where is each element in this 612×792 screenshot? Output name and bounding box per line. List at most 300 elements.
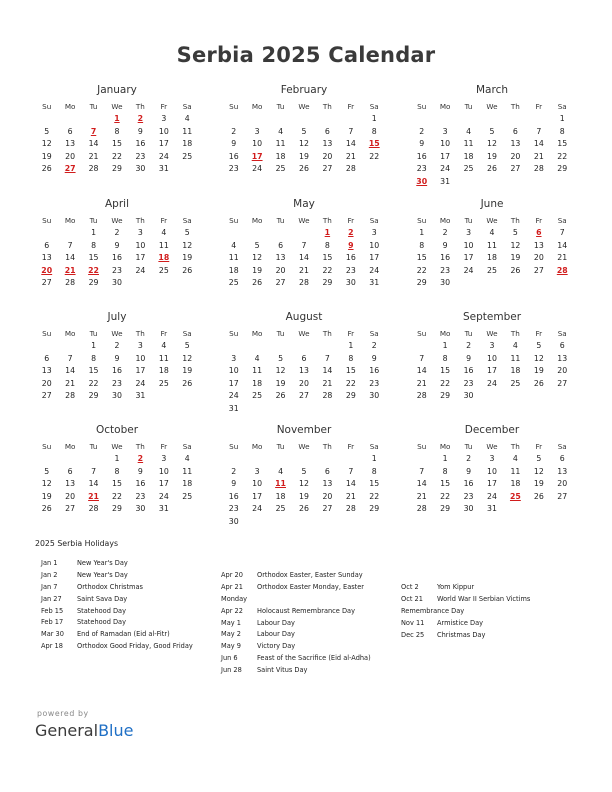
day-cell: 1 bbox=[91, 341, 97, 350]
empty-day-cell bbox=[35, 113, 58, 126]
weekday-label: Tu bbox=[89, 102, 98, 111]
weekday-label: Th bbox=[135, 442, 145, 451]
week-row bbox=[222, 390, 386, 403]
day-cell: 11 bbox=[228, 253, 239, 263]
day-cell: 14 bbox=[345, 139, 356, 149]
day-cell: 25 bbox=[275, 164, 286, 174]
week-row bbox=[35, 163, 199, 176]
day-cell: 12 bbox=[533, 353, 544, 363]
day-cell: 16 bbox=[228, 491, 239, 501]
day-cell: 13 bbox=[299, 366, 309, 376]
holiday-item bbox=[221, 665, 396, 677]
weekday-label: Sa bbox=[182, 102, 192, 111]
day-cell: 22 bbox=[322, 265, 333, 275]
day-cell: 19 bbox=[487, 151, 497, 161]
day-cell: 1 bbox=[348, 341, 354, 350]
empty-day-cell bbox=[245, 403, 268, 416]
day-cell: 23 bbox=[228, 504, 239, 514]
month-september bbox=[410, 310, 574, 403]
day-cell: 16 bbox=[112, 366, 122, 376]
day-cell: 4 bbox=[184, 454, 190, 463]
empty-day-cell bbox=[339, 516, 362, 529]
day-cell: 21 bbox=[557, 253, 568, 263]
day-cell: 2 bbox=[114, 341, 120, 350]
day-cell: 23 bbox=[440, 265, 451, 275]
holiday-item bbox=[221, 618, 396, 630]
day-cell: 14 bbox=[299, 253, 309, 263]
day-cell: 7 bbox=[91, 466, 97, 476]
week-row bbox=[35, 503, 199, 516]
day-cell: 20 bbox=[322, 491, 333, 501]
holiday-day-cell: 2 bbox=[348, 228, 354, 237]
day-cell: 24 bbox=[135, 378, 146, 388]
day-cell: 6 bbox=[324, 466, 330, 476]
day-cell: 4 bbox=[466, 126, 472, 136]
empty-day-cell bbox=[58, 227, 81, 240]
day-cell: 21 bbox=[88, 151, 99, 161]
holiday-date: Jan 7 bbox=[41, 582, 58, 591]
holiday-date: Apr 20 bbox=[221, 571, 243, 579]
weekday-label: Fr bbox=[160, 442, 168, 451]
weekday-label: Mo bbox=[64, 442, 76, 451]
day-cell: 3 bbox=[161, 454, 167, 463]
day-cell: 19 bbox=[299, 151, 309, 161]
weekday-label: Tu bbox=[89, 442, 98, 451]
weekday-label: Sa bbox=[369, 442, 379, 451]
day-cell: 29 bbox=[112, 164, 122, 174]
week-row bbox=[222, 453, 386, 466]
empty-day-cell bbox=[480, 176, 503, 189]
empty-day-cell bbox=[480, 277, 503, 290]
day-cell: 13 bbox=[41, 253, 52, 263]
weekday-label: Tu bbox=[464, 442, 473, 451]
day-cell: 16 bbox=[135, 479, 146, 489]
weekday-label: Tu bbox=[89, 329, 98, 338]
holiday-name: World War II Serbian Victims bbox=[437, 594, 531, 603]
day-cell: 27 bbox=[275, 278, 286, 288]
day-cell: 5 bbox=[301, 126, 307, 136]
day-cell: 25 bbox=[252, 391, 263, 401]
day-cell: 30 bbox=[135, 164, 146, 174]
week-row bbox=[222, 353, 386, 366]
month-name: August bbox=[285, 311, 323, 323]
month-july bbox=[35, 310, 199, 403]
day-cell: 24 bbox=[252, 164, 263, 174]
day-cell: 12 bbox=[182, 240, 193, 250]
week-row bbox=[222, 478, 386, 491]
day-cell: 21 bbox=[345, 151, 356, 161]
day-cell: 26 bbox=[487, 164, 497, 174]
weekday-label: Sa bbox=[557, 442, 567, 451]
holiday-item bbox=[41, 617, 216, 629]
day-cell: 5 bbox=[44, 126, 50, 136]
day-cell: 29 bbox=[88, 391, 99, 401]
holiday-item bbox=[221, 594, 396, 606]
weekday-label: Th bbox=[135, 102, 145, 111]
weekday-label: Fr bbox=[535, 329, 543, 338]
day-cell: 8 bbox=[371, 466, 377, 476]
weekday-header bbox=[35, 100, 199, 113]
week-row bbox=[222, 252, 386, 265]
empty-day-cell bbox=[551, 390, 574, 403]
day-cell: 19 bbox=[41, 491, 52, 501]
day-cell: 24 bbox=[228, 391, 239, 401]
week-row bbox=[35, 378, 199, 391]
day-cell: 6 bbox=[559, 454, 565, 463]
day-cell: 10 bbox=[463, 240, 474, 250]
day-cell: 2 bbox=[371, 341, 377, 350]
day-cell: 20 bbox=[510, 151, 521, 161]
empty-day-cell bbox=[222, 113, 245, 126]
day-cell: 1 bbox=[442, 341, 448, 350]
holiday-item bbox=[221, 629, 396, 641]
day-cell: 7 bbox=[536, 126, 542, 136]
month-june bbox=[410, 197, 574, 290]
weekday-label: Fr bbox=[347, 102, 355, 111]
day-cell: 17 bbox=[440, 151, 451, 161]
day-cell: 26 bbox=[299, 504, 309, 514]
day-cell: 5 bbox=[536, 341, 542, 350]
empty-day-cell bbox=[58, 113, 81, 126]
day-cell: 23 bbox=[135, 151, 146, 161]
day-cell: 9 bbox=[442, 240, 448, 250]
empty-day-cell bbox=[269, 516, 292, 529]
weekday-label: Tu bbox=[276, 102, 285, 111]
day-cell: 13 bbox=[65, 479, 76, 489]
empty-day-cell bbox=[339, 453, 362, 466]
empty-day-cell bbox=[176, 163, 199, 176]
day-cell: 15 bbox=[557, 139, 568, 149]
day-cell: 11 bbox=[463, 139, 474, 149]
day-cell: 28 bbox=[65, 391, 76, 401]
day-cell: 10 bbox=[135, 353, 146, 363]
holiday-item bbox=[221, 641, 396, 653]
day-cell: 15 bbox=[369, 479, 380, 489]
weekday-header bbox=[410, 214, 574, 227]
day-cell: 27 bbox=[41, 391, 52, 401]
day-cell: 16 bbox=[369, 366, 380, 376]
day-cell: 13 bbox=[41, 366, 52, 376]
week-row bbox=[410, 265, 574, 278]
week-row bbox=[35, 265, 199, 278]
weekday-label: Sa bbox=[369, 329, 379, 338]
empty-day-cell bbox=[316, 340, 339, 353]
empty-day-cell bbox=[504, 503, 527, 516]
empty-day-cell bbox=[245, 453, 268, 466]
empty-day-cell bbox=[316, 403, 339, 416]
holiday-item bbox=[41, 558, 216, 570]
day-cell: 14 bbox=[65, 366, 76, 376]
empty-day-cell bbox=[551, 277, 574, 290]
day-cell: 10 bbox=[369, 240, 380, 250]
empty-day-cell bbox=[222, 340, 245, 353]
week-row bbox=[410, 252, 574, 265]
day-cell: 30 bbox=[440, 278, 451, 288]
weekday-label: Sa bbox=[182, 329, 192, 338]
empty-day-cell bbox=[222, 453, 245, 466]
day-cell: 14 bbox=[416, 479, 427, 489]
weekday-label: Th bbox=[322, 102, 332, 111]
week-row bbox=[222, 240, 386, 253]
day-cell: 15 bbox=[112, 479, 122, 489]
week-row bbox=[222, 163, 386, 176]
day-cell: 25 bbox=[487, 265, 497, 275]
calendar-title: Serbia 2025 Calendar bbox=[176, 43, 436, 67]
holiday-name: End of Ramadan (Eid al-Fitr) bbox=[77, 630, 170, 639]
day-cell: 27 bbox=[65, 504, 76, 514]
day-cell: 22 bbox=[369, 151, 380, 161]
day-cell: 3 bbox=[442, 126, 448, 136]
empty-day-cell bbox=[504, 176, 527, 189]
day-cell: 20 bbox=[65, 151, 76, 161]
day-cell: 20 bbox=[41, 378, 52, 388]
week-row bbox=[410, 138, 574, 151]
day-cell: 28 bbox=[88, 164, 99, 174]
day-cell: 17 bbox=[135, 366, 146, 376]
holiday-date: Dec 25 bbox=[401, 630, 425, 639]
empty-day-cell bbox=[457, 277, 480, 290]
day-cell: 5 bbox=[184, 341, 190, 350]
day-cell: 4 bbox=[512, 454, 518, 463]
day-cell: 18 bbox=[182, 139, 193, 149]
day-cell: 24 bbox=[158, 491, 169, 501]
week-row bbox=[410, 126, 574, 139]
day-cell: 23 bbox=[135, 491, 146, 501]
day-cell: 28 bbox=[533, 164, 544, 174]
weekday-label: We bbox=[486, 216, 498, 225]
day-cell: 21 bbox=[416, 378, 427, 388]
month-name: July bbox=[107, 311, 127, 323]
day-cell: 6 bbox=[67, 126, 73, 136]
day-cell: 6 bbox=[44, 240, 50, 250]
day-cell: 25 bbox=[463, 164, 474, 174]
month-april bbox=[35, 197, 199, 290]
day-cell: 16 bbox=[228, 151, 239, 161]
weekday-label: Tu bbox=[276, 329, 285, 338]
holiday-date: Jan 1 bbox=[41, 559, 58, 567]
day-cell: 8 bbox=[348, 353, 354, 363]
week-row bbox=[410, 353, 574, 366]
day-cell: 21 bbox=[299, 265, 309, 275]
day-cell: 4 bbox=[254, 353, 260, 363]
day-cell: 22 bbox=[345, 378, 356, 388]
day-cell: 28 bbox=[345, 164, 356, 174]
day-cell: 27 bbox=[322, 504, 333, 514]
day-cell: 15 bbox=[112, 139, 122, 149]
holiday-item bbox=[41, 582, 216, 594]
day-cell: 2 bbox=[442, 228, 448, 237]
week-row bbox=[222, 265, 386, 278]
day-cell: 6 bbox=[44, 353, 50, 363]
day-cell: 29 bbox=[88, 278, 99, 288]
day-cell: 15 bbox=[440, 366, 451, 376]
week-row bbox=[35, 113, 199, 126]
weekday-label: Fr bbox=[535, 216, 543, 225]
week-row bbox=[222, 227, 386, 240]
day-cell: 23 bbox=[345, 265, 356, 275]
empty-day-cell bbox=[292, 227, 315, 240]
holiday-name: Yom Kippur bbox=[437, 583, 475, 591]
day-cell: 10 bbox=[487, 466, 497, 476]
empty-day-cell bbox=[504, 113, 527, 126]
day-cell: 14 bbox=[88, 479, 99, 489]
holiday-day-cell: 9 bbox=[348, 240, 354, 250]
week-row bbox=[410, 151, 574, 164]
day-cell: 28 bbox=[299, 278, 309, 288]
week-row bbox=[410, 176, 574, 189]
holiday-day-cell: 21 bbox=[64, 265, 76, 275]
holiday-item bbox=[221, 582, 396, 594]
day-cell: 4 bbox=[278, 126, 284, 136]
day-cell: 25 bbox=[158, 378, 169, 388]
day-cell: 1 bbox=[419, 228, 425, 237]
weekday-label: Su bbox=[42, 102, 52, 111]
week-row bbox=[410, 503, 574, 516]
day-cell: 12 bbox=[487, 139, 497, 149]
day-cell: 17 bbox=[158, 139, 169, 149]
day-cell: 3 bbox=[137, 341, 143, 350]
day-cell: 11 bbox=[158, 353, 169, 363]
month-name: January bbox=[97, 84, 137, 96]
weekday-label: Mo bbox=[439, 216, 451, 225]
day-cell: 5 bbox=[254, 240, 260, 250]
week-row bbox=[222, 126, 386, 139]
holiday-date: Jan 27 bbox=[41, 594, 62, 603]
day-cell: 6 bbox=[324, 126, 330, 136]
day-cell: 3 bbox=[137, 228, 143, 237]
day-cell: 26 bbox=[41, 164, 52, 174]
day-cell: 27 bbox=[557, 491, 568, 501]
day-cell: 17 bbox=[135, 253, 146, 263]
day-cell: 27 bbox=[322, 164, 333, 174]
day-cell: 26 bbox=[275, 391, 286, 401]
weekday-label: We bbox=[111, 329, 123, 338]
day-cell: 19 bbox=[533, 479, 544, 489]
day-cell: 20 bbox=[557, 366, 568, 376]
holiday-day-cell: 17 bbox=[251, 151, 263, 161]
month-name: November bbox=[276, 424, 332, 436]
holiday-name: Christmas Day bbox=[437, 630, 486, 639]
day-cell: 27 bbox=[510, 164, 521, 174]
holiday-day-cell: 30 bbox=[416, 176, 428, 186]
holiday-date: Remembrance Day bbox=[401, 606, 465, 615]
weekday-label: Mo bbox=[251, 442, 263, 451]
day-cell: 15 bbox=[88, 366, 99, 376]
holiday-item bbox=[41, 594, 216, 606]
holiday-name: Labour Day bbox=[257, 618, 295, 627]
holiday-day-cell: 20 bbox=[41, 265, 53, 275]
day-cell: 16 bbox=[463, 479, 474, 489]
weekday-label: Mo bbox=[64, 329, 76, 338]
week-row bbox=[222, 516, 386, 529]
day-cell: 8 bbox=[419, 240, 425, 250]
month-name: April bbox=[105, 198, 129, 210]
day-cell: 25 bbox=[158, 265, 169, 275]
week-row bbox=[222, 277, 386, 290]
week-row bbox=[222, 138, 386, 151]
day-cell: 4 bbox=[161, 341, 167, 350]
day-cell: 26 bbox=[182, 378, 193, 388]
day-cell: 18 bbox=[463, 151, 474, 161]
day-cell: 7 bbox=[67, 240, 73, 250]
week-row bbox=[35, 227, 199, 240]
weekday-label: Su bbox=[417, 216, 427, 225]
holiday-date: Feb 15 bbox=[41, 606, 64, 615]
day-cell: 21 bbox=[533, 151, 544, 161]
week-row bbox=[35, 126, 199, 139]
holiday-name: Labour Day bbox=[257, 630, 295, 639]
day-cell: 17 bbox=[487, 366, 497, 376]
day-cell: 16 bbox=[440, 253, 451, 263]
month-name: October bbox=[95, 424, 139, 436]
weekday-label: Su bbox=[229, 102, 239, 111]
holiday-name: Armistice Day bbox=[437, 618, 484, 627]
day-cell: 3 bbox=[489, 454, 495, 463]
week-row bbox=[222, 491, 386, 504]
holiday-name: Feast of the Sacrifice (Eid al-Adha) bbox=[257, 654, 371, 663]
day-cell: 14 bbox=[88, 139, 99, 149]
day-cell: 8 bbox=[371, 126, 377, 136]
week-row bbox=[35, 478, 199, 491]
day-cell: 8 bbox=[559, 126, 565, 136]
empty-day-cell bbox=[433, 113, 456, 126]
day-cell: 30 bbox=[135, 504, 146, 514]
holiday-day-cell: 11 bbox=[275, 479, 286, 489]
day-cell: 6 bbox=[278, 240, 284, 250]
brand-logo[interactable] bbox=[35, 721, 133, 740]
day-cell: 27 bbox=[557, 378, 568, 388]
empty-day-cell bbox=[527, 390, 550, 403]
day-cell: 31 bbox=[158, 504, 169, 514]
day-cell: 17 bbox=[369, 253, 380, 263]
weekday-label: Th bbox=[322, 329, 332, 338]
day-cell: 28 bbox=[416, 504, 427, 514]
holiday-item bbox=[401, 618, 576, 630]
day-cell: 3 bbox=[466, 228, 472, 237]
weekday-label: We bbox=[486, 329, 498, 338]
weekday-label: Th bbox=[510, 102, 520, 111]
day-cell: 11 bbox=[158, 240, 169, 250]
weekday-label: Th bbox=[135, 329, 145, 338]
month-november bbox=[222, 423, 386, 529]
day-cell: 18 bbox=[252, 378, 263, 388]
holiday-date: Oct 21 bbox=[401, 594, 423, 603]
empty-day-cell bbox=[152, 390, 175, 403]
day-cell: 18 bbox=[275, 491, 286, 501]
day-cell: 9 bbox=[137, 126, 143, 136]
day-cell: 29 bbox=[112, 504, 122, 514]
empty-day-cell bbox=[35, 340, 58, 353]
month-january bbox=[35, 83, 199, 176]
holiday-item bbox=[401, 582, 576, 594]
day-cell: 8 bbox=[114, 466, 120, 476]
holiday-day-cell: 28 bbox=[556, 265, 568, 275]
holiday-day-cell: 22 bbox=[88, 265, 99, 275]
day-cell: 30 bbox=[345, 278, 356, 288]
day-cell: 1 bbox=[371, 454, 377, 463]
holiday-date: Apr 18 bbox=[41, 642, 63, 651]
holiday-date: Mar 30 bbox=[41, 630, 64, 639]
day-cell: 15 bbox=[416, 253, 427, 263]
day-cell: 20 bbox=[275, 265, 286, 275]
day-cell: 12 bbox=[533, 466, 544, 476]
holidays-title: 2025 Serbia Holidays bbox=[35, 539, 119, 548]
day-cell: 23 bbox=[463, 491, 474, 501]
empty-day-cell bbox=[363, 403, 386, 416]
weekday-label: Sa bbox=[557, 102, 567, 111]
holiday-item bbox=[221, 653, 396, 665]
day-cell: 24 bbox=[463, 265, 474, 275]
